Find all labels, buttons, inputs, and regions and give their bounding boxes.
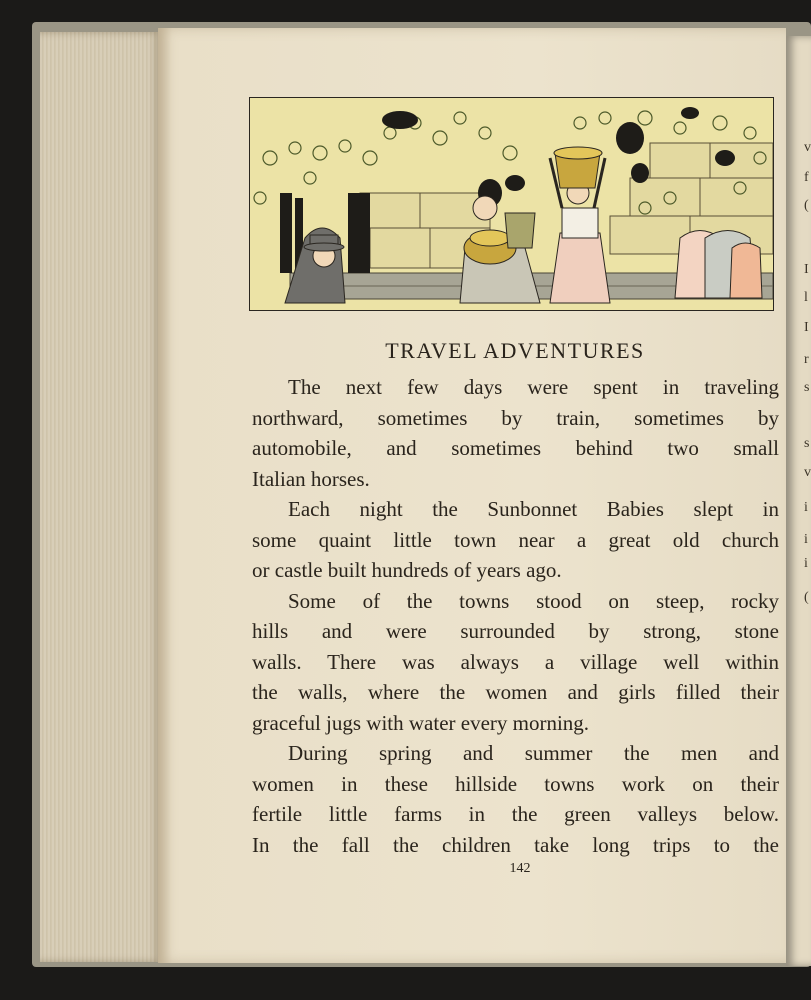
text-line: women in these hillside towns work on their	[252, 771, 779, 796]
next-page-glyph: i	[804, 556, 808, 571]
next-page-glyph: s	[804, 436, 810, 451]
next-page-glyph: s	[804, 380, 810, 395]
next-page-glyph: i	[804, 532, 808, 547]
page-edges	[40, 32, 162, 962]
chapter-illustration	[249, 97, 774, 311]
text-line: walls. There was always a village well within	[252, 649, 779, 674]
next-page-glyph: v	[804, 465, 811, 480]
text-line: Some of the towns stood on steep, rocky	[288, 588, 779, 613]
next-page-glyph: r	[804, 352, 809, 367]
text-line: fertile little farms in the green valleys below.	[252, 802, 779, 826]
text-line: Each night the Sunbonnet Babies slept in	[288, 497, 779, 521]
text-line: hills and were surrounded by strong, stone	[252, 619, 779, 643]
text-line: or castle built hundreds of years ago.	[252, 558, 562, 582]
chapter-title: TRAVEL ADVENTURES	[385, 338, 645, 363]
text-line: Italian horses.	[252, 466, 370, 491]
text-line: some quaint little town near a great old church	[252, 527, 779, 552]
text-line: the walls, where the women and girls filled their	[252, 680, 779, 704]
text-line: northward, sometimes by train, sometimes by	[252, 405, 779, 430]
illustration-scene	[250, 98, 773, 310]
next-page-glyph: v	[804, 140, 811, 155]
next-page-glyph: I	[804, 320, 809, 335]
next-page-glyph: l	[804, 290, 808, 305]
next-page-glyph: (	[804, 590, 809, 605]
next-page-glyph: (	[804, 198, 809, 213]
text-line: In the fall the children take long trips to the	[252, 832, 779, 857]
text-line: The next few days were spent in traveling	[288, 375, 779, 399]
next-page-glyph: i	[804, 500, 808, 515]
body-text	[252, 372, 779, 860]
next-page-glyph: f	[804, 170, 809, 185]
text-line: graceful jugs with water every morning.	[252, 710, 590, 735]
next-page-glyph: I	[804, 262, 809, 277]
text-line: During spring and summer the men and	[288, 741, 779, 765]
text-line: automobile, and sometimes behind two small	[252, 436, 779, 460]
page-number: 142	[509, 861, 531, 876]
